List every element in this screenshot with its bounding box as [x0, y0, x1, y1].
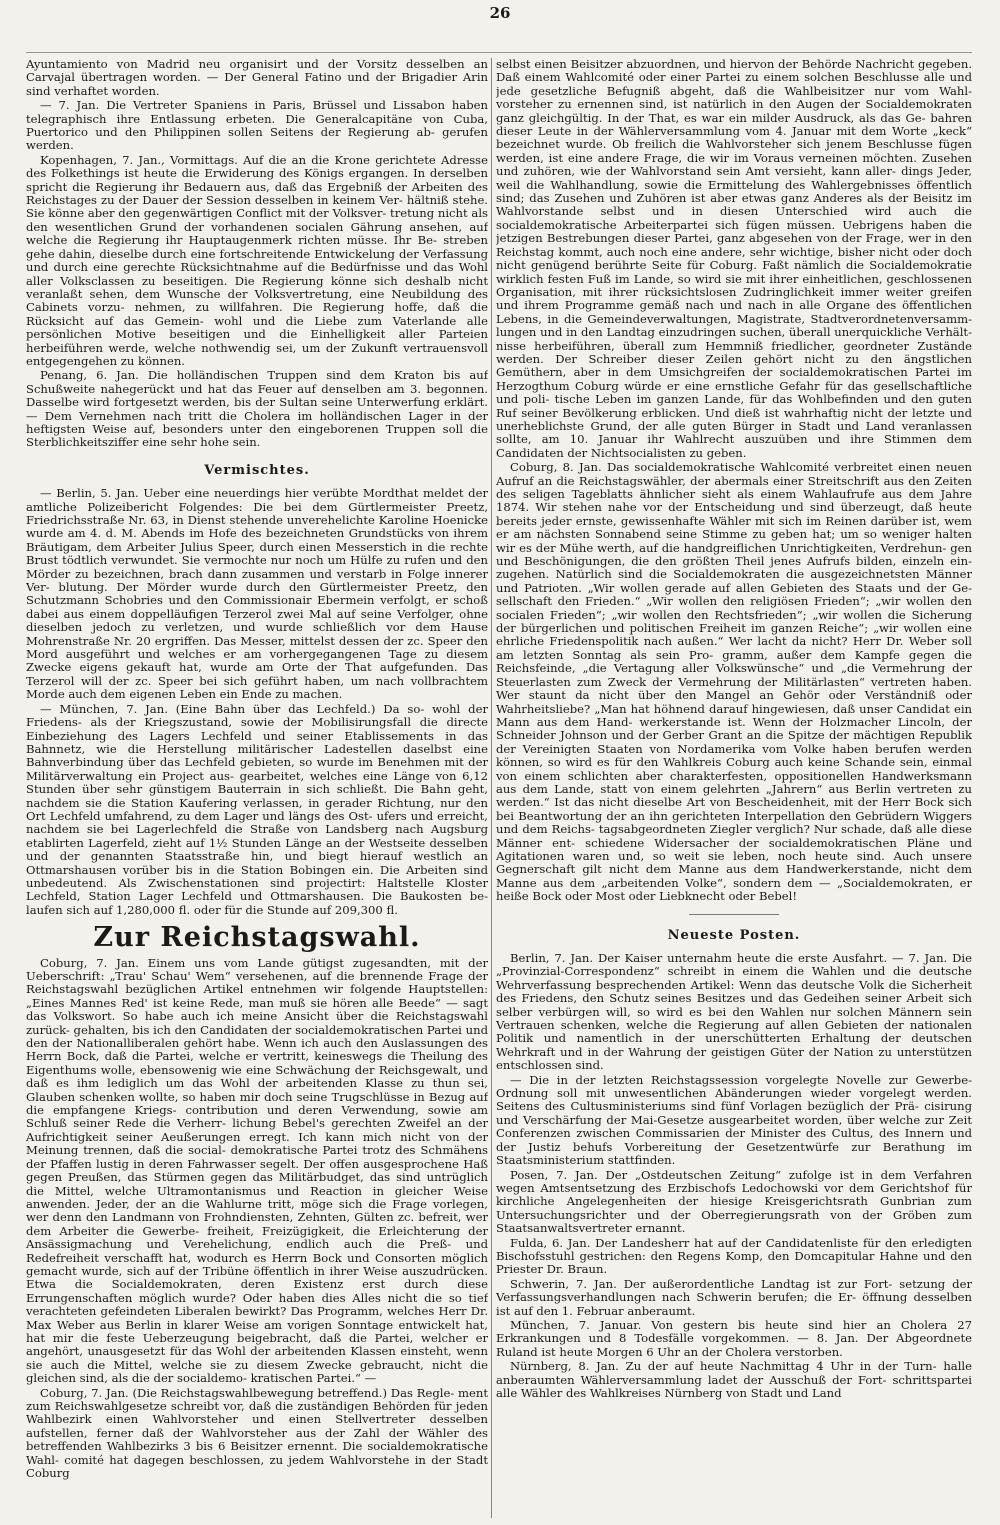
article-coburg-3: Coburg, 8. Jan. Das socialdemokratische Wahlcomité verbreitet einen neuen Aufruf an die Reichstagswähler, der abermals einer Streitschrift aus den Zeiten des seligen Tageblatts ähnlicher sieht als einem Wahlaufrufe aus dem Jahre 1874. Wir stehen nahe vor der Entscheidung und sind überzeugt, daß heute bereits jeder ernste, gewissenhafte Wähler mit sich im Reinen darüber ist, wem er am nächsten Sonnabend seine Stimme zu geben hat; um so weniger halten wir es der Mühe werth, auf die handgreiflichen Unrichtigkeiten, Verdrehun- gen und Beschönigungen, die den größten Theil jenes Aufrufs bilden, einzeln ein- zugehen. Natürlich sind die Socialdemokraten die ausgezeichnetsten Männer und Patrioten. „Wir wollen gerade auf allen Gebieten des Staats und der Ge- sellschaft den Frieden.“ „Wir wollen den religiösen Frieden“; „wir wollen den socialen Frieden“; „wir wollen den Rechtsfrieden“; „wir wollen die Sicherung der bürgerlichen und politischen Freiheit im ganzen Reiche“; „wir wollen eine ehrliche Friedenspolitik nach außen.“ Wer lacht da nicht? Herr Dr. Weber soll am letzten Sonntag als sein Pro- gramm, außer dem Kampfe gegen die Reichsfeinde, „die Vertagung aller Volkswünsche“ und „die Vermehrung der Steuerlasten zum Zweck der Vermehrung der Militärlasten“ vertreten haben. Wer staunt da nicht über den Mangel an Gehör oder Verständniß oder Wahrheitsliebe? „Man hat höhnend darauf hingewiesen, daß unser Candidat ein Mann aus dem Hand- werkerstande ist. Wenn der Holzmacher Lincoln, der Schneider Johnson und der Gerber Grant an die Spitze der mächtigen Republik der Vereinigten Staaten von Nordamerika vom Volke haben berufen werden können, so wird es für den Wahlkreis Coburg auch keine Schande sein, einmal von einem schlichten aber charakterfesten, oppositionellen Handwerksmann aus dem Lande, statt von einem gelehrten „Jahrern“ aus Berlin vertreten zu werden.“ Ist das nicht dieselbe Art von Bescheidenheit, mit der Herr Bock sich bei Beantwortung der an ihn gerichteten Interpellation den Gebrüdern Wiggers und dem Reichs- tagsabgeordneten Ziegler verglich? Nur schade, daß alle diese Männer ent- schiedene Widersacher der socialdemokratischen Pläne und Agitationen waren und, so weit sie leben, noch heute sind. Auch unsere Gegnerschaft gilt nicht dem Manne aus dem Handwerkerstande, nicht dem Manne aus dem „arbeitenden Volke“, sondern dem — „Socialdemokraten, er heiße Bock oder Most oder Liebknecht oder Bebel!	[496, 460, 972, 904]
article-coburg-continued: selbst einen Beisitzer abzuordnen, und hiervon der Behörde Nachricht gegeben. Daß einem Wahlcomité oder einer Partei zu einem solchen Beschlusse alle und jede gesetzliche Befugniß abgeht, daß die Wahlbeisitzer nur vom Wahl- vorsteher zu ernennen sind, ist natürlich in den Augen der Socialdemokraten ganz gleichgültig. In der That, es war ein milder Ausdruck, als das Ge- bahren dieser Leute in der Wählerversammlung vom 4. Januar mit dem Worte „keck“ bezeichnet wurde. Ob freilich die Wahlvorsteher sich jenem Beschlusse fügen werden, ist eine andere Frage, die wir im Voraus verneinen möchten. Zusehen und zuhören, wie der Wahlvorstand sein Amt versieht, kann aller- dings Jeder, weil die Wahlhandlung, sowie die Ermittelung des Wahlergebnisses öffentlich sind; das Zusehen und Zuhören ist aber etwas ganz Anderes als der Beisitz im Wahlvorstande selbst und in diesen Unterschied wird auch die socialdemokratische Arbeiterpartei sich fügen müssen. Uebrigens haben die jetzigen Bestrebungen dieser Partei, ganz abgesehen von der Frage, wer in den Reichstag kommt, auch noch eine andere, sehr wichtige, bisher nicht oder doch nicht genügend berührte Seite für Coburg. Faßt nämlich die Socialdemokratie wirklich festen Fuß im Lande, so wird sie mit ihrer einheitlichen, geschlossenen Organisation, mit ihrer rücksichtslosen Zudringlichkeit immer weiter greifen und ihrem Programme gemäß nach und nach in alle Organe des öffentlichen Lebens, in die Gemeindeverwaltungen, Magistrate, Stadtverordnetenversamm- lungen und in den Landtag einzudringen suchen, überall unerquickliche Verhält- nisse herbeiführen, überall zum Hemmniß friedlicher, geordneter Zustände werden. Der Schreiber dieser Zeilen gehört nicht zu den ängstlichen Gemüthern, aber in dem Umsichgreifen der socialdemokratischen Partei im Herzogthum Coburg würde er eine ernstliche Gefahr für das gesellschaftliche und poli- tische Leben im ganzen Lande, für das Wohlbefinden und den guten Ruf seiner Bevölkerung erblicken. Und dieß ist wahrhaftig nicht der letzte und unerheblichste Grund, der alle guten Bürger in Stadt und Land veranlassen sollte, am 10. Januar ihr Wahlrecht auszuüben und ihre Stimmen dem Candidaten der Nichtsocialisten zu geben.	[496, 58, 972, 460]
right-column	[496, 58, 972, 1518]
article-posen: Posen, 7. Jan. Der „Ostdeutschen Zeitung“ zufolge ist in dem Verfahren wegen Amtsentsetzung des Erzbischofs Ledochowski vor dem Gerichtshof für kirchliche Angelegenheiten der hiesige Kreisgerichtsrath Gunbrian zum Untersuchungsrichter und der Oberregierungsrath von der Gröben zum Staatsanwaltsvertreter ernannt.	[496, 1167, 972, 1236]
article-kopenhagen: Kopenhagen, 7. Jan., Vormittags. Auf die an die Krone gerichtete Adresse des Folkethings ist heute die Erwiderung des Königs ergangen. In derselben spricht die Regierung ihr Bedauern aus, daß das Ergebniß der Arbeiten des Reichstages zu der Dauer der Session desselben in keinem Ver- hältniß stehe. Sie könne aber den gegenwärtigen Conflict mit der Volksver- tretung nicht als den wesentlichen Grund der vorhandenen socialen Gährung ansehen, auf welche die Regierung ihr Hauptaugenmerk richten müsse. Ihr Be- streben gehe dahin, dieselbe durch eine fortschreitende Entwickelung der Verfassung und durch eine gerechte Rücksichtnahme auf die Bedürfnisse und das Wohl aller Volksclassen zu beseitigen. Die Regierung könne sich deshalb nicht veranlaßt sehen, dem Wunsche der Volksvertretung, eine Neubildung des Cabinets vorzu- nehmen, zu willfahren. Die Regierung hoffe, daß die Rücksicht auf das Gemein- wohl und die Liebe zum Vaterlande alle persönlichen Motive beseitigen und die Einhelligkeit aller Parteien herbeiführen werde, welche nothwendig sei, um der Zukunft vertrauensvoll entgegengehen zu können.	[26, 152, 488, 368]
page-number: 26	[489, 4, 511, 22]
article-schwerin: Schwerin, 7. Jan. Der außerordentliche Landtag ist zur Fort- setzung der Verfassungsverhandlungen nach Schwerin berufen; die Er- öffnung desselben ist auf den 1. Februar anberaumt.	[496, 1276, 972, 1318]
article-madrid: Ayuntamiento von Madrid neu organisirt und der Vorsitz desselben an Carvajal übertragen worden. — Der General Fatino und der Brigadier Arin sind verhaftet worden.	[26, 58, 488, 98]
article-muenchen-lechfeld: — München, 7. Jan. (Eine Bahn über das Lechfeld.) Da so- wohl der Friedens- als der Kriegszustand, sowie der Mobilisirungsfall die directe Einbeziehung des Lagers Lechfeld und seiner Etablissements in das Bahnnetz, wie die Herstellung militärischer Ladestellen daselbst eine Bahnverbindung über das Lechfeld gebieten, so wurde im Benehmen mit der Militärverwaltung ein Project aus- gearbeitet, welches eine Länge von 6,12 Stunden über sehr günstigem Bauterrain in sich schließt. Die Bahn geht, nachdem sie die Station Kaufering verlassen, in gerader Richtung, nur den Ort Lechfeld umfahrend, zu dem Lager und längs des Ost- ufers und erreicht, nachdem sie bei Lagerlechfeld die Straße von Landsberg nach Augsburg etablirten Lagerfeld, zieht auf 1½ Stunden Länge an der Westseite desselben und der genannten Staatsstraße hin, und biegt hierauf westlich an Ottmarshausen vorüber bis in die Station Bobingen ein. Die Arbeiten sind unbedeutend. Als Zwischenstationen sind projectirt: Haltstelle Kloster Lechfeld, Station Lager Lechfeld und Ottmarshausen. Die Baukosten be- laufen sich auf 1,280,000 fl. oder für die Stunde auf 209,300 fl.	[26, 701, 488, 917]
article-nuernberg: Nürnberg, 8. Jan. Zu der auf heute Nachmittag 4 Uhr in der Turn- halle anberaumten Wählerversammlung ladet der Ausschuß der Fort- schrittspartei alle Wähler des Wahlkreises Nürnberg von Stadt und Land	[496, 1359, 972, 1400]
article-gewerbeordnung: — Die in der letzten Reichstagssession vorgelegte Novelle zur Gewerbe- Ordnung soll mit unwesentlichen Abänderungen wieder vorgelegt werden. Seitens des Cultusministeriums sind fünf Vorlagen bezüglich der Prä- cisirung und Verschärfung der Mai-Gesetze ausgearbeitet worden, über welche zur Zeit Conferenzen zwischen Commissarien der Minister des Cultus, des Innern und der Justiz behufs Vorbereitung der Gesetzentwürfe zur Berathung im Staatsministerium stattfinden.	[496, 1072, 972, 1168]
section-heading-neueste-posten: Neueste Posten.	[667, 927, 801, 943]
article-muenchen-cholera: München, 7. Januar. Von gestern bis heute sind hier an Cholera 27 Erkrankungen und 8 Todesfälle vorgekommen. — 8. Jan. Der Abgeordnete Ruland ist heute Morgen 6 Uhr an der Cholera verstorben.	[496, 1317, 972, 1359]
section-heading-reichstagswahl: Zur Reichstagswahl.	[93, 922, 421, 954]
article-spain-diplomats: — 7. Jan. Die Vertreter Spaniens in Paris, Brüssel und Lissabon haben telegraphisch ihre Entlassung erbeten. Die Generalcapitäne von Cuba, Puertorico und den Philippinen sollen Seitens der Regierung ab- gerufen werden.	[26, 98, 488, 153]
article-berlin-murder: — Berlin, 5. Jan. Ueber eine neuerdings hier verübte Mordthat meldet der amtliche Polizeibericht Folgendes: Die bei dem Gürtlermeister Preetz, Friedrichsstraße Nr. 63, in Dienst stehende unverehelichte Karoline Hoenicke wurde am 4. d. M. Abends im Hofe des bezeichneten Grundstücks von ihrem Bräutigam, dem Arbeiter Julius Speer, durch einen Messerstich in die rechte Brust tödtlich verwundet. Sie vermochte nur noch um Hülfe zu rufen und den Mörder zu bezeichnen, brach dann zusammen und verstarb in Folge innerer Ver- blutung. Der Mörder wurde durch den Gürtlermeister Preetz, den Schutzmann Schobries und den Commissionair Ebermein verfolgt, er schoß dabei aus einem doppelläufigen Terzerol zwei Mal auf seine Verfolger, ohne dieselben jedoch zu verletzen, und wurde schließlich vor dem Hause Mohrenstraße Nr. 20 ergriffen. Das Messer, mittelst dessen der zc. Speer den Mord ausgeführt und welches er am vorhergegangenen Tage zu diesem Zwecke eigens gekauft hat, wurde am Orte der That aufgefunden. Das Terzerol will der zc. Speer bei sich geführt haben, um nach vollbrachtem Morde auch dem eigenen Leben ein Ende zu machen.	[26, 486, 488, 702]
article-berlin-2: Berlin, 7. Jan. Der Kaiser unternahm heute die erste Ausfahrt. — 7. Jan. Die „Provinzial-Correspondenz“ schreibt in einem die Wahlen und die deutsche Wehrverfassung besprechenden Artikel: Wenn das deutsche Volk die Sicherheit des Friedens, den Schutz seines Besitzes und das Gedeihen seiner Arbeit sich selber verbürgen will, so wird es bei den Wahlen nur solchen Männern sein Vertrauen schenken, welche die Regierung auf allen Gebieten der nationalen Politik und namentlich in der unerschütterten Erhaltung der deutschen Wehrkraft und in der Wahrung der geistigen Güter der Nation zu unterstützen entschlossen sind.	[496, 951, 972, 1073]
article-coburg-1: Coburg, 7. Jan. Einem uns vom Lande gütigst zugesandten, mit der Ueberschrift: „Trau' Schau' Wem“ versehenen, auf die brennende Frage der Reichstagswahl bezüglichen Artikel entnehmen wir folgende Hauptstellen: „Eines Mannes Red' ist keine Rede, man muß sie hören alle Beede“ — sagt das Volkswort. So habe auch ich meine Ansicht über die Reichstagswahl zurück- gehalten, bis ich den Candidaten der socialdemokratischen Partei und den der Nationalliberalen gehört habe. Wenn ich auch den Auslassungen des Herrn Bock, daß die Partei, welche er vertritt, keineswegs die Theilung des Eigenthums wolle, ebensowenig wie eine Schwächung der Reichsgewalt, und daß es ihm lediglich um das Wohl der arbeitenden Klasse zu thun sei, Glauben schenken wollte, so haben mir doch seine Trugschlüsse in Bezug auf die empfangene Kriegs- contribution und deren Verwendung, sowie am Schluß seiner Rede die Verherr- lichung Bebel's gerechten Zweifel an der Aufrichtigkeit seiner Aeußerungen erregt. Ich kann mich nicht von der Meinung trennen, daß die social- demokratische Partei trotz des Schmähens der Pfaffen lustig in deren Fahrwasser segelt. Der offen ausgesprochene Haß gegen Preußen, das Stürmen gegen das Militärbudget, das sind untrüglich die Mittel, welche Ultramontanismus und Reaction in gleicher Weise anwenden. Jeder, der an die Wahlurne tritt, möge sich die Frage vorlegen, wer denn den Landmann von Frohndiensten, Zehnten, Gülten zc. befreit, wer dem Arbeiter die Gewerbe- freiheit, Freizügigkeit, die Erleichterung der Ansässigmachung und Verehelichung, endlich auch die Preß- und Redefreiheit verschafft hat, wodurch es Herrn Bock und Consorten möglich gemacht wurde, sich auf der Tribüne öffentlich in ihrer Weise auszudrücken. Etwa die Socialdemokraten, deren Existenz erst durch diese Errungenschaften möglich wurde? Oder haben dies Alles nicht die so tief verachteten gefeindeten Liberalen bewirkt? Das Programm, welches Herr Dr. Max Weber aus Berlin in klarer Weise am vorigen Sonntage entwickelt hat, hat mir die feste Ueberzeugung beigebracht, daß die Partei, welcher er angehört, unausgesetzt für das Wohl der arbeitenden Klassen einsteht, wenn sie auch die Mittel, welche sie zu diesem Zwecke gebraucht, nicht die gleichen sind, als die der socialdemo- kratischen Partei.“ —	[26, 955, 488, 1386]
section-heading-vermischtes: Vermischtes.	[204, 462, 310, 478]
article-coburg-2: Coburg, 7. Jan. (Die Reichstagswahlbewegung betreffend.) Das Regle- ment zum Reichswahlgesetze schreibt vor, daß die zuständigen Behörden für jeden Wahlbezirk einen Wahlvorsteher und einen Stellvertreter desselben aufstellen, ferner daß der Wahlvorsteher aus der Zahl der Wähler des betreffenden Wahlbezirks 3 bis 6 Beisitzer ernennt. Die socialdemokratische Wahl- comité hat dagegen beschlossen, zu jedem Wahlvorstehe in der Stadt Coburg	[26, 1385, 488, 1481]
section-separator	[689, 914, 779, 915]
column-divider	[491, 58, 492, 1518]
header-rule	[26, 52, 972, 53]
article-penang: Penang, 6. Jan. Die holländischen Truppen sind dem Kraton bis auf Schußweite nahegerückt und hat das Feuer auf denselben am 3. begonnen. Dasselbe wird fortgesetzt werden, bis der Sultan seine Unterwerfung erklärt. — Dem Vernehmen nach tritt die Cholera im holländischen Lager in der heftigsten Weise auf, besonders unter den eingeborenen Truppen soll die Sterblichkeitsziffer eine sehr hohe sein.	[26, 368, 488, 450]
left-column	[26, 58, 488, 1518]
article-fulda: Fulda, 6. Jan. Der Landesherr hat auf der Candidatenliste für den erledigten Bischofsstuhl gestrichen: den Regens Komp, den Domcapitular Hahne und den Priester Dr. Braun.	[496, 1235, 972, 1277]
